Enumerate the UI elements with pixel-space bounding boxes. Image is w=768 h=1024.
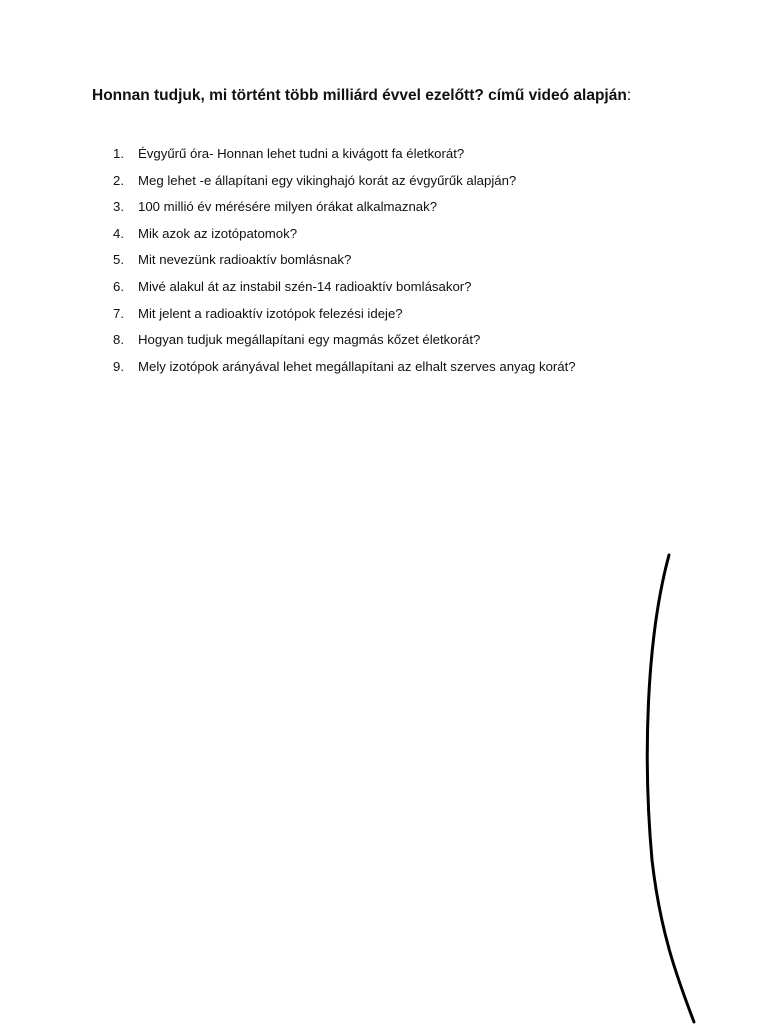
item-text: Mely izotópok arányával lehet megállapítani az elhalt szerves anyag korát? — [138, 358, 576, 374]
item-number: 9. — [113, 358, 124, 374]
item-text: Meg lehet -e állapítani egy vikinghajó korát az évgyűrűk alapján? — [138, 172, 517, 188]
arc-line — [647, 555, 694, 1022]
item-text: Mivé alakul át az instabil szén-14 radioaktív bomlásakor? — [138, 278, 472, 294]
question-list — [113, 145, 576, 384]
page-title — [92, 87, 631, 105]
item-text: Mit nevezünk radioaktív bomlásnak? — [138, 252, 352, 268]
item-text: Hogyan tudjuk megállapítani egy magmás kőzet életkorát? — [138, 332, 481, 348]
item-text: 100 millió év mérésére milyen órákat alkalmaznak? — [138, 199, 438, 215]
list-item — [113, 358, 576, 385]
list-item — [113, 225, 576, 252]
item-number: 7. — [113, 305, 124, 321]
item-number: 4. — [113, 225, 124, 241]
item-text: Mik azok az izotópatomok? — [138, 225, 298, 241]
item-number: 6. — [113, 278, 124, 294]
item-number: 3. — [113, 199, 124, 215]
item-number: 1. — [113, 146, 124, 161]
list-item — [113, 278, 576, 305]
list-item — [113, 172, 576, 199]
list-item — [113, 198, 576, 225]
item-number: 8. — [113, 332, 124, 348]
list-item — [113, 305, 576, 332]
list-item — [113, 145, 576, 172]
item-text: Mit jelent a radioaktív izotópok felezési ideje? — [138, 305, 403, 321]
title-colon: : — [626, 87, 632, 104]
title-text: Honnan tudjuk, mi történt több milliárd évvel ezelőtt? című videó alapján — [92, 87, 627, 104]
list-item — [113, 251, 576, 278]
item-number: 5. — [113, 252, 124, 268]
list-item — [113, 331, 576, 358]
item-text: Évgyűrű óra- Honnan lehet tudni a kivágott fa életkorát? — [138, 146, 465, 161]
item-number: 2. — [113, 172, 124, 188]
